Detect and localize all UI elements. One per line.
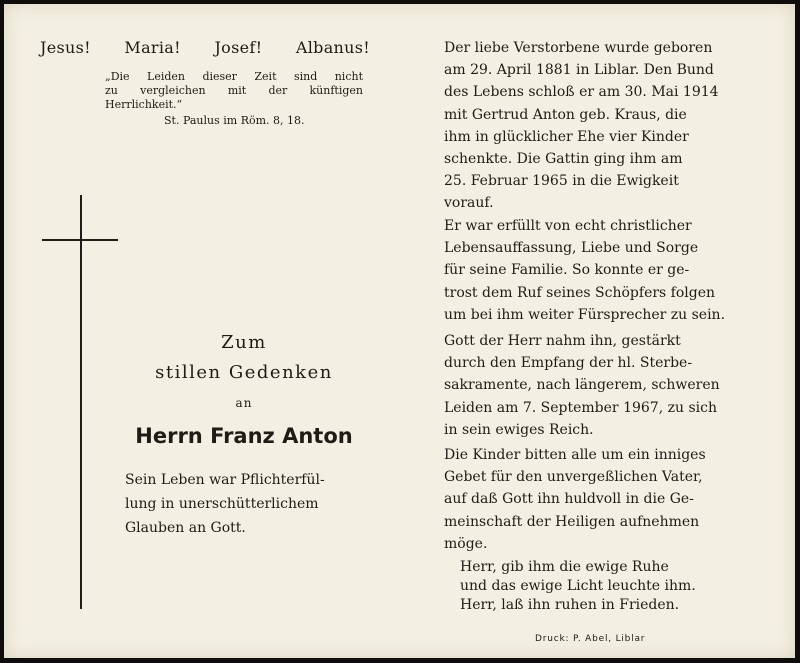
biography-line: auf daß Gott ihn huldvoll in die Ge- — [444, 491, 694, 508]
biography-line: mit Gertrud Anton geb. Kraus, die — [444, 106, 687, 123]
epitaph — [125, 468, 370, 540]
biography-line: um bei ihm weiter Fürsprecher zu sein. — [444, 306, 726, 323]
biography-line: für seine Familie. So konnte er ge- — [444, 262, 690, 279]
biography-line: durch den Empfang der hl. Sterbe- — [444, 355, 693, 372]
biography-line: meinschaft der Heiligen aufnehmen — [444, 513, 700, 530]
prayer-line: und das ewige Licht leuchte ihm. — [460, 578, 696, 594]
biography-line: schenkte. Die Gattin ging ihm am — [444, 151, 683, 168]
epitaph-line: Glauben an Gott. — [125, 520, 246, 536]
quote-reference: St. Paulus im Röm. 8, 18. — [164, 114, 305, 127]
biography-line: vorauf. — [444, 195, 494, 212]
biography-paragraph-4 — [444, 444, 762, 555]
biography-line: in sein ewiges Reich. — [444, 421, 594, 438]
epitaph-line: lung in unerschütterlichem — [125, 496, 319, 512]
prayer-line: Herr, gib ihm die ewige Ruhe — [460, 559, 669, 575]
invocation-josef: Josef! — [214, 38, 263, 57]
biography-line: trost dem Ruf seines Schöpfers folgen — [444, 284, 716, 301]
biography-line: ihm in glücklicher Ehe vier Kinder — [444, 128, 689, 145]
biography-line: Der liebe Verstorbene wurde geboren — [444, 40, 713, 56]
quote-line: zu vergleichen mit der künftigen — [105, 84, 363, 97]
epitaph-line: Sein Leben war Pflichterfül- — [125, 472, 325, 488]
cross-horizontal-beam — [42, 239, 118, 241]
printer-imprint: Druck: P. Abel, Liblar — [535, 634, 646, 644]
invocation-jesus: Jesus! — [40, 38, 91, 57]
memorial-line-zum: Zum — [221, 332, 267, 353]
memorial-card — [4, 4, 795, 658]
quote-line: „Die Leiden dieser Zeit sind nicht — [105, 70, 363, 83]
biography-line: sakramente, nach längerem, schweren — [444, 377, 720, 394]
biography-line: Leiden am 7. September 1967, zu sich — [444, 399, 717, 416]
biography-line: Gott der Herr nahm ihn, gestärkt — [444, 333, 681, 349]
memorial-line-gedenken: stillen Gedenken — [155, 362, 333, 383]
biography-line: 25. Februar 1965 in die Ewigkeit — [444, 173, 679, 190]
biography-line: Er war erfüllt von echt christlicher — [444, 218, 692, 234]
memorial-line-an: an — [235, 396, 253, 410]
closing-prayer — [460, 558, 760, 615]
biography-paragraph-3 — [444, 330, 762, 441]
invocation-maria: Maria! — [124, 38, 181, 57]
cross-vertical-beam — [80, 195, 82, 609]
invocation-heading — [40, 38, 370, 57]
biography-line: am 29. April 1881 in Liblar. Den Bund — [444, 62, 714, 79]
biography-line: möge. — [444, 535, 488, 552]
prayer-line: Herr, laß ihn ruhen in Frieden. — [460, 597, 680, 613]
biography-line: Gebet für den unvergeßlichen Vater, — [444, 469, 703, 486]
biography-line: Die Kinder bitten alle um ein inniges — [444, 447, 706, 463]
biography-paragraph-2 — [444, 215, 762, 326]
deceased-name: Herrn Franz Anton — [135, 424, 353, 448]
scripture-quote — [105, 70, 363, 112]
biography-line: des Lebens schloß er am 30. Mai 1914 — [444, 84, 719, 101]
biography-line: Lebensauffassung, Liebe und Sorge — [444, 240, 699, 257]
invocation-albanus: Albanus! — [295, 38, 370, 57]
quote-line: Herrlichkeit.“ — [105, 98, 183, 111]
biography-paragraph-1 — [444, 37, 762, 215]
